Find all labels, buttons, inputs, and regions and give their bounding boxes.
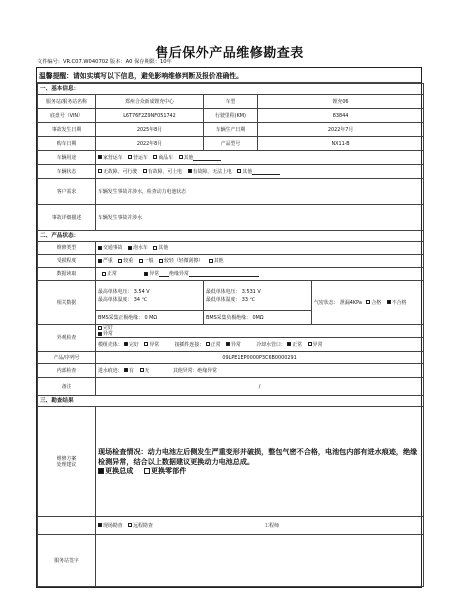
- signature-label: 服务站签字: [38, 535, 96, 587]
- plan-checkbox-0[interactable]: [98, 468, 104, 474]
- incident-date-value: 2025年8月: [96, 123, 204, 137]
- data-read-remark: 绝缘异常: [169, 271, 189, 277]
- station-value: 郑州合众新成锂充中心: [96, 95, 204, 109]
- repair-type-checkbox-1[interactable]: [128, 246, 132, 250]
- plan-checkbox-1[interactable]: [144, 468, 150, 474]
- warning-banner: 温馨提醒：请如实填写以下信息，避免影响维修判断及报价准确性。: [37, 68, 421, 83]
- engineer-label: 工程师: [264, 522, 279, 529]
- section-product: 二、产品状态：: [38, 231, 424, 242]
- detail-value: 车辆发生事故并涉水: [96, 205, 424, 231]
- plan-text: 现场检查情况：动力电池左后侧发生严重变形并破损，整包气密不合格，电池包内部有进水痕迹，绝缘检测异常，结合以上数据建议更换动力电池总成。: [98, 447, 418, 466]
- appearance-checkbox-0[interactable]: [98, 326, 102, 330]
- vin-label: 底盘号（VIN）: [38, 109, 96, 123]
- bms-positive: BMS采集正极绝缘： 0 MΩ: [96, 311, 204, 325]
- signature-area[interactable]: [96, 535, 424, 587]
- station-label: 服务站/服务站名称: [38, 95, 96, 109]
- gas-checkbox-1[interactable]: [387, 300, 391, 304]
- demand-label: 客户需求: [38, 179, 96, 205]
- usage-label: 车辆用途: [38, 151, 96, 165]
- data-read-checkbox-0[interactable]: [102, 272, 106, 276]
- section-survey: 三、勘查结果: [38, 396, 424, 407]
- usage-checkbox-0[interactable]: [98, 155, 102, 159]
- product-model-value: NX11-B: [258, 137, 424, 151]
- usage-checkbox-2[interactable]: [153, 155, 157, 159]
- incident-date-label: 事故发生日期: [38, 123, 96, 137]
- coolant-checkbox-0[interactable]: [287, 342, 291, 346]
- production-date-label: 车辆生产日期: [204, 123, 258, 137]
- connector-checkbox-1[interactable]: [226, 342, 230, 346]
- status-checkbox-2[interactable]: [188, 169, 192, 173]
- status-options: 无故障，可行驶 有故障，可上电 有故障，无法上电 其他: [96, 165, 424, 179]
- status-label: 车辆状态: [38, 165, 96, 179]
- repair-type-label: 维修类型: [38, 242, 96, 255]
- repair-type-options: 交通事故 泡水车 其他: [96, 242, 424, 255]
- connector-checkbox-0[interactable]: [206, 342, 210, 346]
- usage-checkbox-3[interactable]: [179, 155, 183, 159]
- note-value: /: [96, 378, 424, 396]
- check-checkbox-0[interactable]: [98, 523, 102, 527]
- status-checkbox-3[interactable]: [237, 169, 241, 173]
- purchase-date-value: 2022年8月: [96, 137, 204, 151]
- damage-checkbox-0[interactable]: [98, 259, 102, 263]
- damage-checkbox-4[interactable]: [209, 259, 213, 263]
- plan-options: 更换总成 更换零部件: [98, 466, 421, 476]
- survey-form: [36, 67, 422, 588]
- section-basic: 一、基本信息：: [38, 84, 424, 95]
- gas-tightness: 气密状态： 泄漏4KPa: [314, 299, 362, 306]
- repair-type-checkbox-0[interactable]: [98, 246, 102, 250]
- product-model-label: 产品型号: [204, 137, 258, 151]
- check-checkbox-1[interactable]: [128, 523, 132, 527]
- model-label: 车型: [204, 95, 258, 109]
- max-cell-temp: 最高单体温度： 34 ℃: [98, 296, 148, 303]
- serial-label: 产品/序列号: [38, 352, 96, 364]
- appearance-checkbox-1[interactable]: [98, 332, 102, 336]
- purchase-date-label: 购车日期: [38, 137, 96, 151]
- document-meta: 文件编号：VR.C07.W040702 版本：A0 保存期限：10年: [37, 59, 172, 65]
- mileage-label: 行驶里程(KM): [204, 109, 258, 123]
- vin-value: L6T76F2Z9NF051742: [96, 109, 204, 123]
- internal-options: 进水痕迹： 有 无 其他异常：绝缘异常: [96, 364, 424, 378]
- damage-checkbox-1[interactable]: [118, 259, 122, 263]
- appearance-label: 外观检查: [38, 325, 96, 352]
- appearance-options: 完好 异常: [96, 325, 424, 338]
- mileage-value: 83844: [258, 109, 424, 123]
- internal-other: 其他异常：绝缘异常: [172, 367, 217, 374]
- data-read-options: 正常 异常 绝缘异常: [96, 268, 424, 281]
- max-cell-voltage: 最高单体电压： 3.54 V: [98, 288, 150, 295]
- shell-checkbox-0[interactable]: [124, 342, 128, 346]
- production-date-value: 2022年7月: [258, 123, 424, 137]
- plan-label: 维修方案 处理建议: [38, 407, 96, 517]
- coolant-checkbox-1[interactable]: [308, 342, 312, 346]
- shell-checkbox-1[interactable]: [144, 342, 148, 346]
- gas-checkbox-0[interactable]: [366, 300, 370, 304]
- usage-options: 家营运车 营运车 商品车 其他: [96, 151, 424, 165]
- internal-checkbox-1[interactable]: [140, 368, 144, 372]
- form-table: 一、基本信息： 服务站/服务站名称 郑州合众新成锂充中心 车型 锂充06 底盘号（VIN） L6T76F2Z9NF051742 行驶里程(KM) 83844 事故发生日期 2025年8月 车辆生产日期 2022年7月 购车日期 2022年8月 产品型号 NX11-B 车辆用途 家营运车 营运车 商品车 其他 车辆状态 无故障，可行驶 有故障，可上电 有故障，无法上电 其他 客户需求 车辆发生事故并涉水，检查动力电池状态 事故详细描述 车辆发生事故并涉水 二、产品状态： 维修类型 交通事故 泡水车 其他 受损程度 严重 较重 一般 较轻（轻微刮擦） 其他 数据读取 正常 异常 绝缘异常 相关数据 最高单体电压： 3.54 V 最高单体温度： 34 ℃ 最低单体电压： 3.531 V 最低单体温度： 33 ℃ 气密状态： 泄漏4KPa 合格 不合格 BMS采集正极绝缘： 0 MΩ BMS采集负极绝缘： 0MΩ 外观检查 完好 异常 模组壳体： 完好 异常 接插件连接： 正常 异常 冷却水管口： 正常 异常 产品/序列号 09LPE1EP0000P3C6B0000291 内部检查 进水痕迹： 有 无 其他异常：绝缘异常 备注 / 三、勘查结果 维修方案 处理建议 现场检查情况：动力电池左后侧发生严重变形并破损，整包气密不合格，电池包内部有进水痕迹，绝缘检测异常，结合以上数据建议更换动力电池总成。 更换总成 更换零部件 现场勘查 远程勘查 工程师 服务站签字: [37, 83, 424, 587]
- internal-checkbox-0[interactable]: [124, 368, 128, 372]
- repair-type-checkbox-2[interactable]: [153, 246, 157, 250]
- serial-value: 09LPE1EP0000P3C6B0000291: [96, 352, 424, 364]
- data-read-checkbox-1[interactable]: [144, 272, 148, 276]
- damage-options: 严重 较重 一般 较轻（轻微刮擦） 其他: [96, 255, 424, 268]
- detail-label: 事故详细描述: [38, 205, 96, 231]
- internal-label: 内部检查: [38, 364, 96, 378]
- min-cell-voltage: 最低单体电压： 3.531 V: [206, 288, 261, 295]
- usage-checkbox-1[interactable]: [128, 155, 132, 159]
- status-checkbox-1[interactable]: [143, 169, 147, 173]
- params-label: 相关数据: [38, 281, 96, 325]
- bms-negative: BMS采集负极绝缘： 0MΩ: [204, 311, 312, 325]
- min-cell-temp: 最低单体温度： 33 ℃: [206, 296, 256, 303]
- demand-value: 车辆发生事故并涉水，检查动力电池状态: [96, 179, 424, 205]
- model-value: 锂充06: [258, 95, 424, 109]
- document-title: 售后保外产品维修勘查表: [155, 46, 304, 61]
- damage-checkbox-3[interactable]: [159, 259, 163, 263]
- note-label: 备注: [38, 378, 96, 396]
- appearance-detail: 模组壳体： 完好 异常 接插件连接： 正常 异常 冷却水管口： 正常 异常: [96, 338, 424, 352]
- damage-checkbox-2[interactable]: [139, 259, 143, 263]
- data-read-label: 数据读取: [38, 268, 96, 281]
- check-method: 现场勘查 远程勘查 工程师: [96, 517, 424, 535]
- damage-label: 受损程度: [38, 255, 96, 268]
- status-checkbox-0[interactable]: [98, 169, 102, 173]
